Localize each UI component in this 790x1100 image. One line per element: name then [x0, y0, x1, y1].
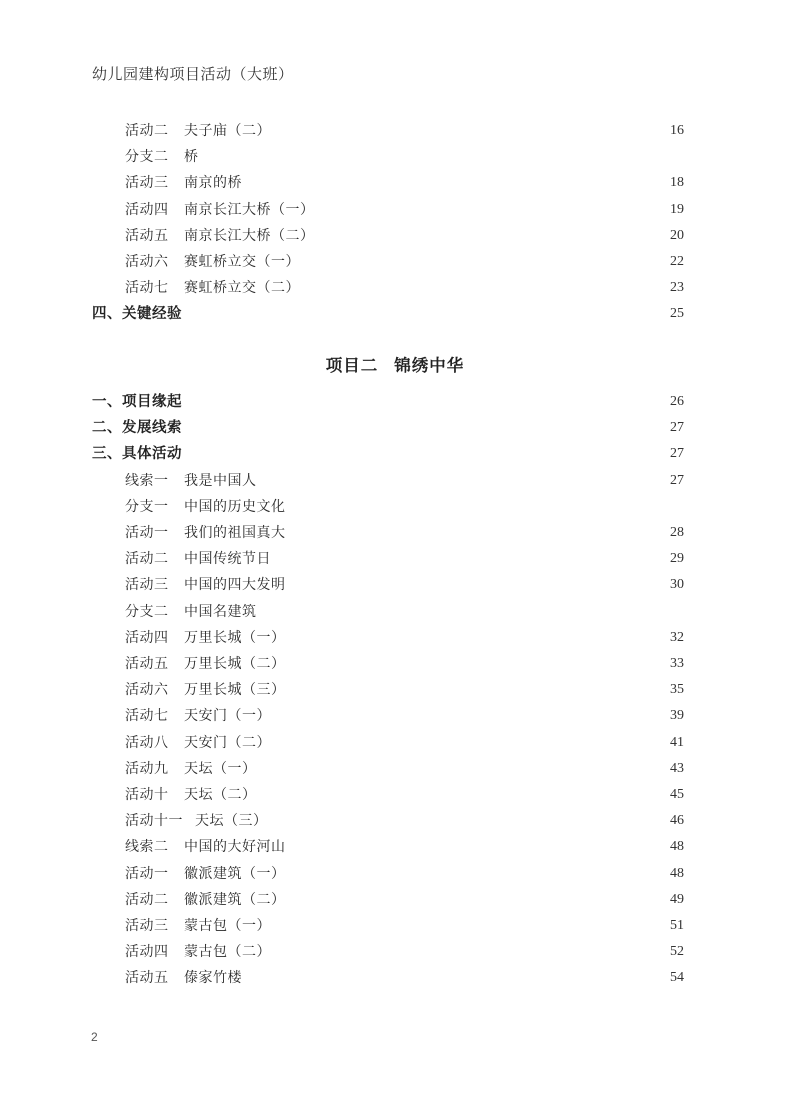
toc-entry-text [125, 706, 271, 726]
toc-entry-label: 活动一 [125, 865, 169, 882]
toc-entry-page: 43 [670, 760, 684, 776]
toc-entry [0, 654, 790, 674]
toc-entry-label: 活动三 [125, 918, 169, 934]
toc-entry-title: 万里长城（一） [184, 629, 286, 646]
toc-entry [0, 575, 790, 595]
toc-entry-label: 活动四 [125, 944, 169, 961]
toc-entry [0, 785, 790, 805]
toc-entry-text [125, 942, 271, 962]
toc-entry-text [92, 304, 182, 324]
toc-entry [0, 890, 790, 910]
toc-entry-label: 活动二 [125, 891, 169, 908]
toc-entry-label: 分支二 [125, 603, 169, 620]
toc-entry-text [125, 549, 271, 569]
toc-entry-label: 活动四 [125, 629, 169, 646]
toc-entry-label: 活动七 [125, 708, 169, 725]
page-number: 2 [91, 1030, 98, 1044]
toc-entry-label: 活动九 [125, 760, 169, 777]
toc-entry-title: 万里长城（三） [184, 682, 286, 699]
toc-entry [0, 523, 790, 543]
toc-entry-text [92, 418, 182, 438]
toc-entry-text [125, 916, 271, 936]
toc-entry-label: 活动二 [125, 123, 169, 139]
toc-entry-title: 赛虹桥立交（二） [184, 280, 300, 297]
toc-entry-title: 南京的桥 [184, 175, 242, 192]
toc-entry-title: 我们的祖国真大 [184, 525, 286, 541]
toc-entry [0, 173, 790, 193]
toc-entry-page: 41 [670, 734, 684, 750]
toc-entry-title: 天坛（一） [184, 760, 257, 777]
toc-entry-title: 中国传统节日 [184, 551, 271, 568]
toc-entry [0, 968, 790, 988]
toc-entry-text [125, 837, 286, 857]
toc-entry-title: 中国的四大发明 [184, 577, 286, 594]
toc-entry-title: 南京长江大桥（一） [184, 201, 315, 218]
toc-entry-label: 活动五 [125, 970, 169, 987]
toc-entry-title: 我是中国人 [184, 472, 257, 489]
toc-entry-text [125, 173, 242, 193]
toc-entry [0, 497, 790, 517]
toc-entry-text [125, 200, 315, 220]
toc-entry-text [125, 523, 286, 543]
toc-entry-title: 万里长城（二） [184, 656, 286, 672]
toc-entry-label: 四、关键经验 [92, 306, 182, 323]
toc-entry-page: 39 [670, 708, 684, 724]
toc-entry [0, 811, 790, 831]
section-label: 项目二 [325, 356, 379, 375]
toc-entry-text [125, 890, 286, 910]
toc-entry-page: 30 [670, 577, 684, 593]
section-name: 锦绣中华 [394, 356, 465, 375]
running-header: 幼儿园建构项目活动（大班） [92, 65, 294, 83]
toc-entry-page: 45 [670, 787, 684, 802]
toc-entry-title: 中国的大好河山 [184, 839, 286, 856]
toc-entry-page: 48 [670, 839, 684, 855]
toc-entry-label: 活动六 [125, 254, 169, 270]
toc-entry-title: 天安门（一） [184, 708, 271, 725]
toc-entry-text [125, 278, 300, 298]
toc-entry-label: 分支二 [125, 149, 169, 166]
toc-entry-label: 活动一 [125, 525, 169, 541]
toc-entry-text [125, 226, 315, 246]
toc-entry-title: 天安门（二） [184, 734, 271, 751]
toc-entry-label: 活动四 [125, 201, 169, 218]
toc-entry-text [125, 864, 286, 884]
toc-entry-title: 傣家竹楼 [184, 970, 242, 987]
toc-entry-page: 33 [670, 656, 684, 671]
toc-entry [0, 252, 790, 272]
toc-entry-title: 蒙古包（二） [184, 944, 271, 961]
toc-entry [0, 759, 790, 779]
toc-entry-page: 22 [670, 254, 684, 269]
toc-entry-label: 分支一 [125, 498, 169, 515]
toc-entry-label: 活动五 [125, 227, 169, 244]
toc-entry [0, 304, 790, 324]
toc-entry-page: 27 [670, 446, 684, 462]
toc-entry-label: 二、发展线索 [92, 420, 182, 437]
toc-entry [0, 549, 790, 569]
toc-entry-title: 天坛（三） [195, 813, 268, 830]
toc-entry-text [125, 785, 257, 805]
toc-entry-text [125, 968, 242, 988]
toc-entry-page: 27 [670, 420, 684, 436]
section-title [0, 352, 790, 376]
toc-entry-text [125, 147, 199, 167]
toc-entry-title: 中国的历史文化 [184, 498, 286, 515]
toc-entry-page: 35 [670, 682, 684, 698]
toc-entry-page: 20 [670, 227, 684, 243]
toc-entry-label: 活动三 [125, 577, 169, 594]
toc-entry-title: 桥 [184, 149, 199, 166]
toc-entry-text [125, 733, 271, 753]
toc-entry [0, 733, 790, 753]
toc-entry [0, 444, 790, 464]
toc-entry-text [125, 811, 268, 831]
toc-entry-page: 28 [670, 525, 684, 540]
toc-entry-title: 徽派建筑（一） [184, 865, 286, 882]
toc-entry-text [125, 680, 286, 700]
toc-entry-text [125, 654, 286, 674]
toc-entry-page: 51 [670, 918, 684, 933]
toc-entry [0, 942, 790, 962]
toc-entry-text [125, 497, 286, 517]
toc-entry-text [125, 575, 286, 595]
toc-entry-label: 活动五 [125, 656, 169, 672]
toc-entry-label: 一、项目缘起 [92, 394, 182, 410]
toc-entry [0, 121, 790, 141]
toc-entry [0, 837, 790, 857]
toc-entry-page: 29 [670, 551, 684, 567]
toc-entry-page: 32 [670, 629, 684, 645]
toc-entry-label: 活动七 [125, 280, 169, 297]
toc-entry-title: 南京长江大桥（二） [184, 227, 315, 244]
toc-entry-page: 54 [670, 970, 684, 986]
toc-entry-label: 活动二 [125, 551, 169, 568]
toc-entry-page: 16 [670, 123, 684, 138]
toc-entry [0, 916, 790, 936]
toc-entry [0, 628, 790, 648]
toc-entry-text [92, 444, 182, 464]
toc-entry-title: 夫子庙（二） [184, 123, 271, 139]
toc-entry [0, 602, 790, 622]
toc-entry-text [125, 759, 257, 779]
toc-entry [0, 864, 790, 884]
toc-entry-page: 26 [670, 394, 684, 409]
toc-entry [0, 471, 790, 491]
toc-entry-title: 天坛（二） [184, 787, 257, 803]
toc-entry-label: 活动八 [125, 734, 169, 751]
toc-entry [0, 392, 790, 412]
toc-entry-label: 活动十一 [125, 813, 183, 830]
toc-entry-text [125, 121, 271, 141]
toc-entry-page: 18 [670, 175, 684, 191]
toc-entry-label: 活动三 [125, 175, 169, 192]
toc-entry [0, 147, 790, 167]
toc-entry-page: 48 [670, 865, 684, 881]
toc-entry-title: 蒙古包（一） [184, 918, 271, 934]
toc-entry [0, 418, 790, 438]
toc-entry-label: 三、具体活动 [92, 446, 182, 463]
toc-entry-label: 线索一 [125, 472, 169, 489]
toc-entry-page: 27 [670, 472, 684, 488]
toc-entry-page: 49 [670, 891, 684, 907]
toc-entry-text [92, 392, 182, 412]
toc-entry-title: 中国名建筑 [184, 603, 257, 620]
toc-entry-page: 46 [670, 813, 684, 829]
toc-entry-text [125, 252, 300, 272]
toc-entry-page: 25 [670, 306, 684, 322]
toc-entry-text [125, 602, 257, 622]
toc-entry-text [125, 471, 257, 491]
toc-entry [0, 278, 790, 298]
toc-entry [0, 200, 790, 220]
toc-entry-label: 活动六 [125, 682, 169, 699]
toc-entry-label: 活动十 [125, 787, 169, 803]
toc-entry-page: 19 [670, 201, 684, 217]
toc-entry-title: 徽派建筑（二） [184, 891, 286, 908]
toc-entry [0, 226, 790, 246]
toc-entry-text [125, 628, 286, 648]
toc-entry-page: 52 [670, 944, 684, 960]
toc-entry [0, 680, 790, 700]
toc-entry-label: 线索二 [125, 839, 169, 856]
toc-entry-title: 赛虹桥立交（一） [184, 254, 300, 270]
toc-entry [0, 706, 790, 726]
toc-entry-page: 23 [670, 280, 684, 296]
